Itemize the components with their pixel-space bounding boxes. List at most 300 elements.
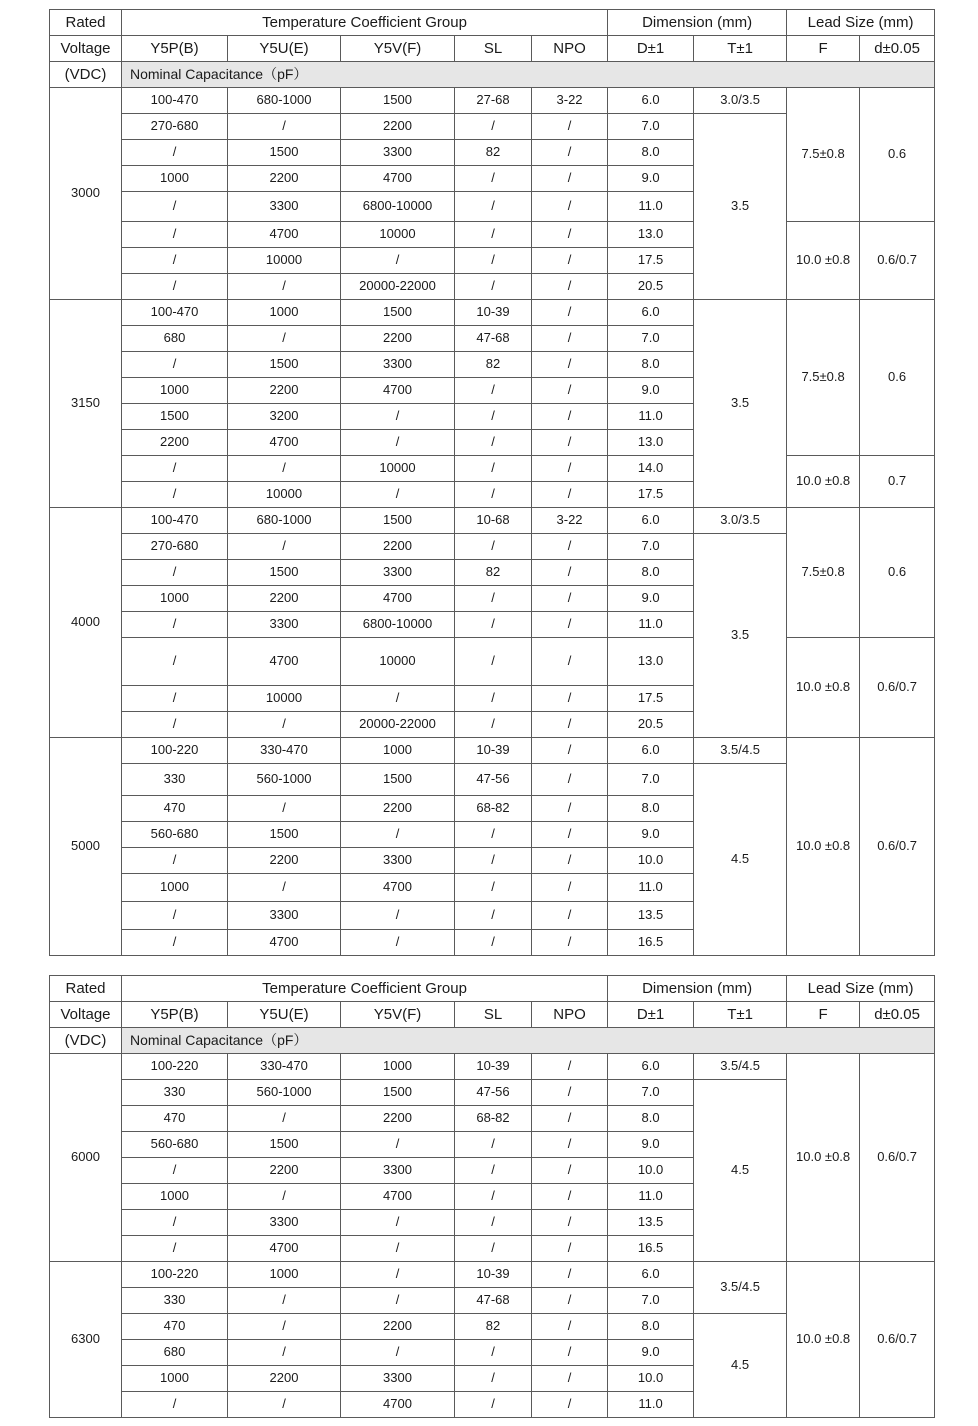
cell-d: 7.0	[608, 326, 694, 352]
cell-f: 10.0 ±0.8	[787, 456, 860, 508]
cell-y5u: 1500	[228, 1132, 341, 1158]
cell-npo: /	[532, 192, 608, 222]
cell-y5u: /	[228, 1392, 341, 1418]
cell-npo: /	[532, 1366, 608, 1392]
cell-d: 6.0	[608, 1054, 694, 1080]
cell-sl: /	[455, 1366, 532, 1392]
cell-sl: 47-68	[455, 326, 532, 352]
cell-f: 10.0 ±0.8	[787, 222, 860, 300]
header-f: F	[787, 1002, 860, 1028]
cell-y5v: /	[341, 902, 455, 930]
cell-y5u: /	[228, 712, 341, 738]
cell-sl: /	[455, 586, 532, 612]
header-vdc: (VDC)	[50, 62, 122, 88]
cell-y5p: 100-470	[122, 88, 228, 114]
cell-y5u: 1500	[228, 352, 341, 378]
cell-y5u: 680-1000	[228, 508, 341, 534]
cell-y5u: /	[228, 1184, 341, 1210]
cell-y5p: /	[122, 140, 228, 166]
cell-npo: /	[532, 1314, 608, 1340]
cell-y5u: /	[228, 1288, 341, 1314]
cell-y5p: /	[122, 712, 228, 738]
table-row	[50, 300, 935, 326]
cell-d: 9.0	[608, 166, 694, 192]
cell-y5v: 2200	[341, 534, 455, 560]
cell-sl: /	[455, 114, 532, 140]
cell-y5u: 3200	[228, 404, 341, 430]
cell-d: 9.0	[608, 1132, 694, 1158]
cell-sl: /	[455, 1340, 532, 1366]
cell-y5u: /	[228, 114, 341, 140]
cell-d: 11.0	[608, 192, 694, 222]
cell-y5u: 1500	[228, 560, 341, 586]
cell-sl: /	[455, 686, 532, 712]
cell-y5u: /	[228, 1314, 341, 1340]
cell-d: 9.0	[608, 586, 694, 612]
cell-t: 4.5	[694, 1080, 787, 1262]
cell-y5p: /	[122, 352, 228, 378]
header-dd: d±0.05	[860, 1002, 935, 1028]
cell-npo: /	[532, 534, 608, 560]
cell-sl: 27-68	[455, 88, 532, 114]
cell-sl: /	[455, 822, 532, 848]
cell-sl: 10-39	[455, 300, 532, 326]
cell-y5p: 560-680	[122, 1132, 228, 1158]
cell-npo: /	[532, 1236, 608, 1262]
cell-y5p: 100-470	[122, 508, 228, 534]
header-npo: NPO	[532, 36, 608, 62]
cell-sl: /	[455, 1210, 532, 1236]
cell-d: 6.0	[608, 508, 694, 534]
cell-y5u: /	[228, 1340, 341, 1366]
cell-npo: /	[532, 430, 608, 456]
cell-t: 3.5	[694, 300, 787, 508]
header-nominal-capacitance: Nominal Capacitance（pF）	[122, 1028, 935, 1054]
capacitor-spec-table-2	[49, 975, 935, 1418]
header-dimension: Dimension (mm)	[608, 10, 787, 36]
cell-d: 11.0	[608, 1184, 694, 1210]
cell-y5u: /	[228, 796, 341, 822]
cell-y5v: 3300	[341, 1366, 455, 1392]
cell-d: 20.5	[608, 274, 694, 300]
cell-sl: 10-68	[455, 508, 532, 534]
cell-d: 6.0	[608, 1262, 694, 1288]
cell-npo: /	[532, 738, 608, 764]
cell-npo: /	[532, 712, 608, 738]
cell-y5v: 1500	[341, 1080, 455, 1106]
cell-sl: /	[455, 930, 532, 956]
cell-npo: /	[532, 560, 608, 586]
rated-voltage: 6000	[50, 1054, 122, 1262]
cell-dd: 0.6/0.7	[860, 222, 935, 300]
cell-y5v: 4700	[341, 874, 455, 902]
cell-d: 7.0	[608, 764, 694, 796]
cell-y5v: 3300	[341, 848, 455, 874]
cell-d: 13.5	[608, 902, 694, 930]
cell-d: 8.0	[608, 796, 694, 822]
header-y5u: Y5U(E)	[228, 36, 341, 62]
header-dimension: Dimension (mm)	[608, 976, 787, 1002]
cell-y5u: 2200	[228, 586, 341, 612]
cell-npo: /	[532, 764, 608, 796]
cell-sl: /	[455, 848, 532, 874]
cell-y5v: 3300	[341, 1158, 455, 1184]
header-t: T±1	[694, 1002, 787, 1028]
cell-y5v: 1500	[341, 508, 455, 534]
cell-y5p: 100-220	[122, 1054, 228, 1080]
header-nominal-capacitance: Nominal Capacitance（pF）	[122, 62, 935, 88]
cell-y5u: 1000	[228, 1262, 341, 1288]
header-sl: SL	[455, 1002, 532, 1028]
cell-npo: /	[532, 586, 608, 612]
cell-sl: 47-68	[455, 1288, 532, 1314]
cell-npo: /	[532, 456, 608, 482]
cell-t: 3.5/4.5	[694, 738, 787, 764]
header-t: T±1	[694, 36, 787, 62]
cell-y5p: /	[122, 456, 228, 482]
cell-y5u: 560-1000	[228, 764, 341, 796]
cell-d: 14.0	[608, 456, 694, 482]
header-sl: SL	[455, 36, 532, 62]
cell-d: 13.0	[608, 638, 694, 686]
cell-npo: /	[532, 1184, 608, 1210]
cell-y5p: 1000	[122, 378, 228, 404]
cell-npo: /	[532, 822, 608, 848]
cell-f: 10.0 ±0.8	[787, 638, 860, 738]
header-npo: NPO	[532, 1002, 608, 1028]
cell-y5v: /	[341, 482, 455, 508]
capacitor-spec-table-1	[49, 9, 935, 956]
cell-y5v: 3300	[341, 560, 455, 586]
cell-y5p: /	[122, 686, 228, 712]
cell-npo: /	[532, 248, 608, 274]
cell-y5v: 1500	[341, 300, 455, 326]
cell-npo: /	[532, 300, 608, 326]
cell-sl: 82	[455, 140, 532, 166]
cell-y5p: 470	[122, 796, 228, 822]
cell-y5v: 2200	[341, 1106, 455, 1132]
cell-y5p: /	[122, 1210, 228, 1236]
cell-sl: /	[455, 482, 532, 508]
header-dd: d±0.05	[860, 36, 935, 62]
header-d: D±1	[608, 1002, 694, 1028]
cell-y5u: 10000	[228, 482, 341, 508]
header-rated: Rated	[50, 976, 122, 1002]
cell-y5v: /	[341, 1340, 455, 1366]
cell-d: 11.0	[608, 404, 694, 430]
cell-d: 10.0	[608, 1158, 694, 1184]
cell-y5p: /	[122, 222, 228, 248]
cell-y5v: 20000-22000	[341, 274, 455, 300]
cell-y5v: 2200	[341, 326, 455, 352]
cell-d: 8.0	[608, 1106, 694, 1132]
cell-y5u: 2200	[228, 378, 341, 404]
cell-npo: /	[532, 902, 608, 930]
cell-sl: /	[455, 1132, 532, 1158]
cell-d: 7.0	[608, 1288, 694, 1314]
rated-voltage: 6300	[50, 1262, 122, 1418]
cell-y5p: 270-680	[122, 534, 228, 560]
cell-y5p: 2200	[122, 430, 228, 456]
cell-f: 10.0 ±0.8	[787, 1054, 860, 1262]
cell-d: 6.0	[608, 88, 694, 114]
cell-sl: /	[455, 274, 532, 300]
cell-y5u: /	[228, 1106, 341, 1132]
header-lead-size: Lead Size (mm)	[787, 10, 935, 36]
cell-y5p: 470	[122, 1106, 228, 1132]
cell-y5v: /	[341, 1262, 455, 1288]
table-row	[50, 638, 935, 686]
cell-y5u: /	[228, 534, 341, 560]
cell-sl: 68-82	[455, 796, 532, 822]
cell-t: 3.5	[694, 534, 787, 738]
rated-voltage: 5000	[50, 738, 122, 956]
table-row	[50, 456, 935, 482]
cell-dd: 0.6	[860, 508, 935, 638]
cell-t: 3.0/3.5	[694, 508, 787, 534]
cell-y5p: /	[122, 192, 228, 222]
cell-dd: 0.6/0.7	[860, 738, 935, 956]
cell-y5v: /	[341, 404, 455, 430]
cell-y5u: 1500	[228, 822, 341, 848]
cell-y5p: 1000	[122, 166, 228, 192]
cell-y5u: 2200	[228, 1366, 341, 1392]
cell-y5p: /	[122, 1158, 228, 1184]
cell-y5v: 4700	[341, 1392, 455, 1418]
cell-y5u: /	[228, 326, 341, 352]
cell-d: 7.0	[608, 534, 694, 560]
cell-npo: /	[532, 140, 608, 166]
cell-y5u: 560-1000	[228, 1080, 341, 1106]
cell-npo: /	[532, 352, 608, 378]
cell-y5v: 4700	[341, 1184, 455, 1210]
header-voltage: Voltage	[50, 1002, 122, 1028]
cell-y5u: 3300	[228, 902, 341, 930]
cell-y5p: /	[122, 248, 228, 274]
cell-npo: /	[532, 1132, 608, 1158]
cell-sl: /	[455, 378, 532, 404]
cell-y5v: 1000	[341, 738, 455, 764]
cell-sl: /	[455, 712, 532, 738]
cell-d: 8.0	[608, 352, 694, 378]
cell-y5p: /	[122, 848, 228, 874]
cell-y5p: 560-680	[122, 822, 228, 848]
cell-npo: /	[532, 404, 608, 430]
cell-sl: /	[455, 534, 532, 560]
cell-y5v: 20000-22000	[341, 712, 455, 738]
header-voltage: Voltage	[50, 36, 122, 62]
header-y5v: Y5V(F)	[341, 36, 455, 62]
cell-sl: /	[455, 612, 532, 638]
cell-sl: /	[455, 874, 532, 902]
cell-y5v: 10000	[341, 456, 455, 482]
cell-y5v: /	[341, 1132, 455, 1158]
cell-y5v: /	[341, 930, 455, 956]
cell-y5p: 1000	[122, 1184, 228, 1210]
cell-y5p: 100-220	[122, 738, 228, 764]
cell-y5v: 2200	[341, 796, 455, 822]
cell-sl: /	[455, 456, 532, 482]
cell-sl: 82	[455, 352, 532, 378]
cell-y5p: 330	[122, 1288, 228, 1314]
cell-y5p: 1000	[122, 1366, 228, 1392]
cell-y5v: /	[341, 248, 455, 274]
cell-y5u: 4700	[228, 222, 341, 248]
cell-d: 9.0	[608, 822, 694, 848]
cell-y5u: 1500	[228, 140, 341, 166]
cell-npo: /	[532, 1210, 608, 1236]
header-f: F	[787, 36, 860, 62]
cell-npo: /	[532, 166, 608, 192]
cell-y5u: 10000	[228, 248, 341, 274]
cell-dd: 0.6	[860, 300, 935, 456]
cell-d: 17.5	[608, 482, 694, 508]
cell-y5p: /	[122, 902, 228, 930]
cell-y5p: /	[122, 274, 228, 300]
cell-y5p: 270-680	[122, 114, 228, 140]
cell-y5p: 330	[122, 1080, 228, 1106]
cell-f: 7.5±0.8	[787, 300, 860, 456]
cell-y5v: /	[341, 1288, 455, 1314]
cell-npo: /	[532, 638, 608, 686]
cell-y5v: 4700	[341, 378, 455, 404]
cell-sl: 68-82	[455, 1106, 532, 1132]
header-d: D±1	[608, 36, 694, 62]
cell-y5v: 6800-10000	[341, 612, 455, 638]
header-y5u: Y5U(E)	[228, 1002, 341, 1028]
cell-y5u: 10000	[228, 686, 341, 712]
cell-sl: 47-56	[455, 764, 532, 796]
cell-f: 7.5±0.8	[787, 508, 860, 638]
cell-y5p: /	[122, 930, 228, 956]
cell-y5u: /	[228, 874, 341, 902]
cell-t: 3.5/4.5	[694, 1054, 787, 1080]
cell-d: 8.0	[608, 140, 694, 166]
cell-y5v: /	[341, 1236, 455, 1262]
cell-sl: 82	[455, 560, 532, 586]
cell-d: 20.5	[608, 712, 694, 738]
cell-y5p: 680	[122, 1340, 228, 1366]
cell-d: 8.0	[608, 560, 694, 586]
cell-npo: /	[532, 612, 608, 638]
cell-y5u: 4700	[228, 1236, 341, 1262]
cell-y5u: 4700	[228, 638, 341, 686]
cell-sl: /	[455, 192, 532, 222]
cell-t: 4.5	[694, 1314, 787, 1418]
cell-npo: /	[532, 796, 608, 822]
cell-sl: /	[455, 1184, 532, 1210]
cell-npo: 3-22	[532, 508, 608, 534]
cell-sl: /	[455, 248, 532, 274]
header-lead-size: Lead Size (mm)	[787, 976, 935, 1002]
cell-t: 3.5	[694, 114, 787, 300]
cell-sl: /	[455, 1158, 532, 1184]
cell-y5u: 3300	[228, 1210, 341, 1236]
cell-npo: /	[532, 686, 608, 712]
cell-y5v: 1500	[341, 88, 455, 114]
cell-y5v: 4700	[341, 166, 455, 192]
cell-y5u: 4700	[228, 430, 341, 456]
cell-y5v: 10000	[341, 638, 455, 686]
cell-d: 7.0	[608, 114, 694, 140]
cell-d: 13.0	[608, 430, 694, 456]
cell-d: 6.0	[608, 738, 694, 764]
cell-y5v: 1000	[341, 1054, 455, 1080]
cell-y5p: 100-220	[122, 1262, 228, 1288]
cell-y5v: /	[341, 822, 455, 848]
cell-y5u: 1000	[228, 300, 341, 326]
cell-y5u: 330-470	[228, 738, 341, 764]
cell-sl: 10-39	[455, 738, 532, 764]
cell-y5p: 1500	[122, 404, 228, 430]
cell-d: 16.5	[608, 930, 694, 956]
cell-y5u: 680-1000	[228, 88, 341, 114]
cell-d: 6.0	[608, 300, 694, 326]
cell-y5u: 4700	[228, 930, 341, 956]
rated-voltage: 3000	[50, 88, 122, 300]
cell-y5u: 3300	[228, 192, 341, 222]
table-row	[50, 88, 935, 114]
cell-sl: /	[455, 1236, 532, 1262]
cell-y5v: 10000	[341, 222, 455, 248]
rated-voltage: 3150	[50, 300, 122, 508]
cell-y5p: 330	[122, 764, 228, 796]
table-row	[50, 508, 935, 534]
cell-sl: 10-39	[455, 1262, 532, 1288]
cell-d: 7.0	[608, 1080, 694, 1106]
cell-t: 3.5/4.5	[694, 1262, 787, 1314]
cell-y5u: 2200	[228, 848, 341, 874]
cell-npo: /	[532, 848, 608, 874]
cell-d: 9.0	[608, 1340, 694, 1366]
cell-y5p: /	[122, 1392, 228, 1418]
cell-npo: /	[532, 1340, 608, 1366]
header-temperature-coefficient-group: Temperature Coefficient Group	[122, 10, 608, 36]
header-y5p: Y5P(B)	[122, 36, 228, 62]
cell-y5v: 2200	[341, 1314, 455, 1340]
cell-y5v: 3300	[341, 352, 455, 378]
cell-sl: /	[455, 222, 532, 248]
cell-d: 17.5	[608, 686, 694, 712]
cell-y5p: /	[122, 1236, 228, 1262]
cell-dd: 0.7	[860, 456, 935, 508]
cell-d: 10.0	[608, 848, 694, 874]
cell-y5p: /	[122, 638, 228, 686]
cell-npo: /	[532, 1080, 608, 1106]
cell-npo: /	[532, 222, 608, 248]
cell-sl: /	[455, 638, 532, 686]
cell-npo: /	[532, 378, 608, 404]
header-y5v: Y5V(F)	[341, 1002, 455, 1028]
cell-y5v: 1500	[341, 764, 455, 796]
cell-dd: 0.6	[860, 88, 935, 222]
cell-f: 10.0 ±0.8	[787, 738, 860, 956]
cell-npo: /	[532, 114, 608, 140]
header-temperature-coefficient-group: Temperature Coefficient Group	[122, 976, 608, 1002]
cell-npo: /	[532, 1262, 608, 1288]
cell-dd: 0.6/0.7	[860, 638, 935, 738]
cell-y5u: 330-470	[228, 1054, 341, 1080]
cell-npo: /	[532, 1158, 608, 1184]
cell-dd: 0.6/0.7	[860, 1054, 935, 1262]
cell-y5v: 2200	[341, 114, 455, 140]
cell-y5u: 2200	[228, 1158, 341, 1184]
cell-y5p: 1000	[122, 874, 228, 902]
cell-d: 16.5	[608, 1236, 694, 1262]
cell-t: 4.5	[694, 764, 787, 956]
cell-t: 3.0/3.5	[694, 88, 787, 114]
cell-sl: /	[455, 430, 532, 456]
